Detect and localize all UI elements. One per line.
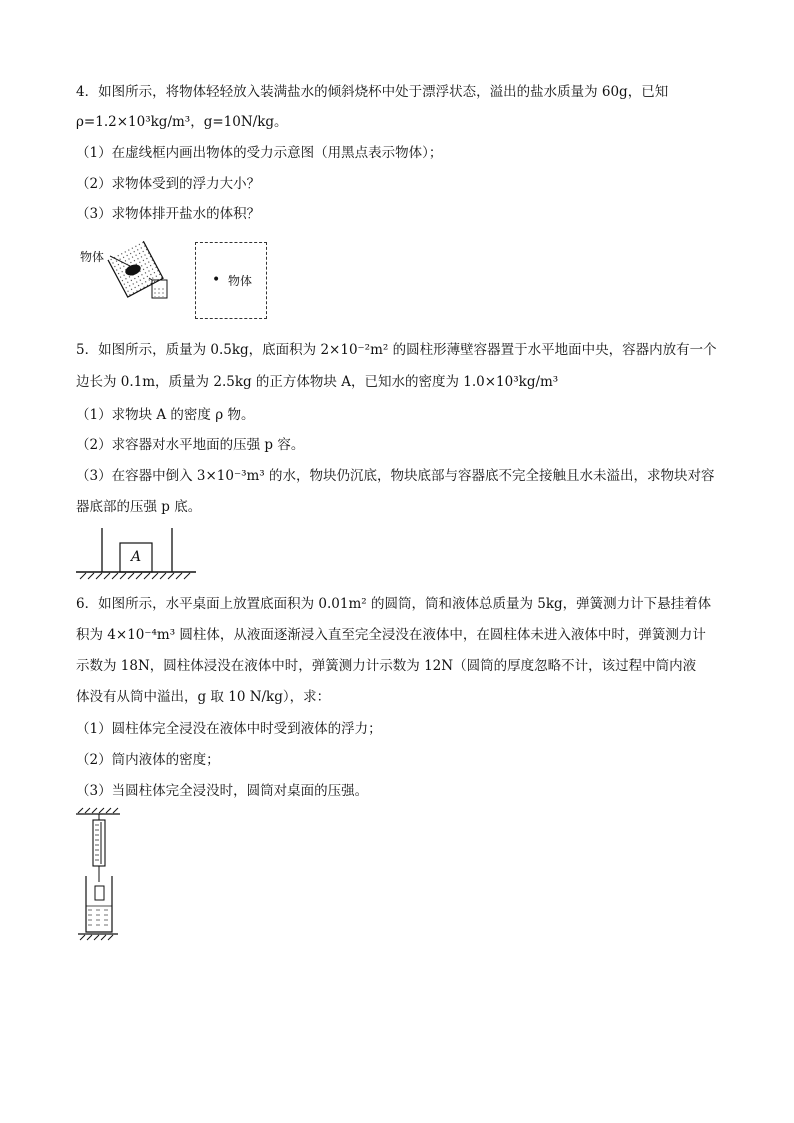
q4-sub-1: （1）在虚线框内画出物体的受力示意图（用黑点表示物体）； xyxy=(76,145,443,161)
q4-object-label: 物体 xyxy=(80,250,105,264)
q4-beaker-figure xyxy=(78,240,188,310)
q4-answer-box xyxy=(195,242,267,319)
q5-sub-3-line-1: （3）在容器中倒入 3×10⁻³m³ 的水，物块仍沉底，物块底部与容器底不完全接触且水未溢出，求物块对容 xyxy=(76,468,715,484)
q5-sub-3-line-2: 器底部的压强 p 底。 xyxy=(76,499,202,515)
q4-sub-3: （3）求物体排开盐水的体积？ xyxy=(76,206,261,222)
q6-spring-scale-figure xyxy=(74,806,124,946)
q6-stem-line-4: 体没有从筒中溢出，g 取 10 N/kg），求： xyxy=(76,689,331,705)
tilted-beaker-diagram xyxy=(78,240,188,310)
q6-sub-1: （1）圆柱体完全浸没在液体中时受到液体的浮力； xyxy=(76,721,382,737)
q4-dot-marker: • xyxy=(212,272,221,288)
q4-sub-2: （2）求物体受到的浮力大小？ xyxy=(76,176,261,192)
q6-stem-line-1: 6．如图所示，水平桌面上放置底面积为 0.01m² 的圆筒，筒和液体总质量为 5kg，弹簧测力计下悬挂着体 xyxy=(76,596,712,612)
q5-stem-line-1: 5．如图所示，质量为 0.5kg，底面积为 2×10⁻²m² 的圆柱形薄壁容器置于水平地面中央，容器内放有一个 xyxy=(76,342,717,358)
q5-sub-1: （1）求物块 A 的密度 ρ 物。 xyxy=(76,407,255,423)
q6-stem-line-2: 积为 4×10⁻⁴m³ 圆柱体，从液面逐渐浸入直至完全浸没在液体中，在圆柱体未进入液体中时，弹簧测力计 xyxy=(76,627,706,643)
q4-box-object-label: 物体 xyxy=(228,274,253,288)
spring-scale-diagram xyxy=(74,806,124,946)
q6-stem-line-3: 示数为 18N，圆柱体浸没在液体中时，弹簧测力计示数为 12N（圆筒的厚度忽略不计，该过程中筒内液 xyxy=(76,658,697,674)
q5-sub-2: （2）求容器对水平地面的压强 p 容。 xyxy=(76,437,305,453)
q4-stem-line-2: ρ=1.2×10³kg/m³，g=10N/kg。 xyxy=(76,114,288,130)
q4-stem-line-1: 4．如图所示，将物体轻轻放入装满盐水的倾斜烧杯中处于漂浮状态，溢出的盐水质量为 60g，已知 xyxy=(76,84,669,100)
q5-container-figure xyxy=(76,526,198,584)
q5-stem-line-2: 边长为 0.1m，质量为 2.5kg 的正方体物块 A，已知水的密度为 1.0×10³kg/m³ xyxy=(76,374,559,390)
q6-sub-3: （3）当圆柱体完全浸没时，圆筒对桌面的压强。 xyxy=(76,783,369,799)
q5-block-label: A xyxy=(131,549,142,565)
q6-sub-2: （2）筒内液体的密度； xyxy=(76,752,220,768)
